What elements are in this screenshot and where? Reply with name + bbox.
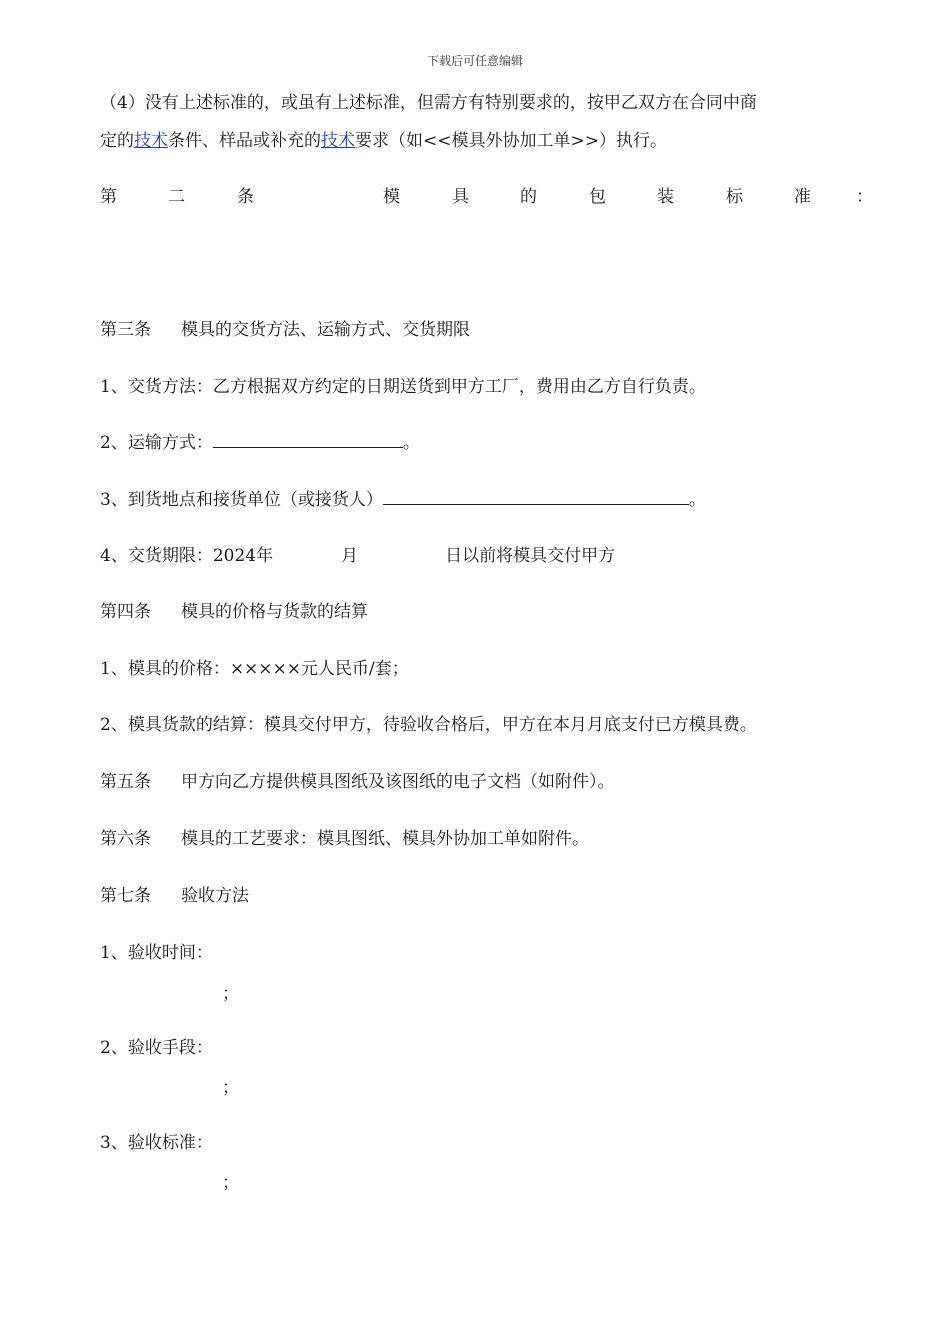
article-2-char: 的 [520,187,537,207]
inspection-time-semicolon: ； [222,984,239,1004]
delivery-location-blank[interactable] [383,490,689,505]
article-4-item-1: 1、模具的价格：×××××元人民币/套； [100,659,409,679]
article-4-title: 模具的价格与货款的结算 [181,602,368,622]
article-3-item-1: 1、交货方法：乙方根据双方约定的日期送货到甲方工厂，费用由乙方自行负责。 [100,377,706,397]
article-2-char: 包 [589,187,606,207]
inspection-time-label: 1、验收时间： [100,943,213,963]
delivery-location-label: 3、到货地点和接货单位（或接货人） [100,490,383,510]
article-2-char: 准 [794,187,811,207]
article-2-char: 标 [726,187,743,207]
article-6-number: 第六条 [100,829,151,849]
article-4-heading [100,601,368,623]
deadline-year: 4、交货期限：2024年 [100,546,274,566]
article-5-text: 甲方向乙方提供模具图纸及该图纸的电子文档（如附件）。 [181,772,615,792]
article-6 [100,828,589,850]
article-5 [100,771,615,793]
transport-label: 2、运输方式： [100,433,213,453]
inspection-standard-label: 3、验收标准： [100,1133,213,1153]
inspection-method-label: 2、验收手段： [100,1038,213,1058]
article-2-char: 模 [383,187,400,207]
tech-link-2[interactable]: 技术 [321,131,355,151]
article-3-item-3 [100,489,706,511]
article-2-char: 二 [168,187,185,207]
article-2-char: 第 [100,187,117,207]
article-7-heading [100,885,249,907]
article-3-heading [100,319,470,341]
article-4-number: 第四条 [100,602,151,622]
article-3-item-4 [100,545,615,567]
clause-4-text-c: 要求（如<<模具外协加工单>>）执行。 [355,131,667,151]
clause-4-line2 [100,130,667,152]
article-3-item-2 [100,432,420,454]
transport-blank[interactable] [213,433,403,448]
period: 。 [688,490,706,510]
inspection-method-semicolon: ； [222,1078,239,1098]
article-2-char: ： [856,187,873,207]
article-3-title: 模具的交货方法、运输方式、交货期限 [181,320,470,340]
clause-4-text-b: 条件、样品或补充的 [168,131,321,151]
article-3-number: 第三条 [100,320,151,340]
article-2-char: 具 [452,187,469,207]
article-7-number: 第七条 [100,886,151,906]
article-5-number: 第五条 [100,772,151,792]
page-header: 下载后可任意编辑 [426,54,523,68]
article-2-char: 条 [237,187,254,207]
article-7-title: 验收方法 [181,886,249,906]
period: 。 [402,433,420,453]
deadline-day: 日以前将模具交付甲方 [445,546,616,566]
article-2-char: 装 [657,187,674,207]
clause-4-line1: （4）没有上述标准的，或虽有上述标准，但需方有特别要求的，按甲乙双方在合同中商 [100,93,757,113]
article-6-text: 模具的工艺要求：模具图纸、模具外协加工单如附件。 [181,829,589,849]
tech-link-1[interactable]: 技术 [134,131,168,151]
article-4-item-2: 2、模具货款的结算：模具交付甲方，待验收合格后，甲方在本月月底支付已方模具费。 [100,715,757,735]
deadline-month: 月 [341,546,359,566]
inspection-standard-semicolon: ； [222,1173,239,1193]
clause-4-text-a: 定的 [100,131,134,151]
